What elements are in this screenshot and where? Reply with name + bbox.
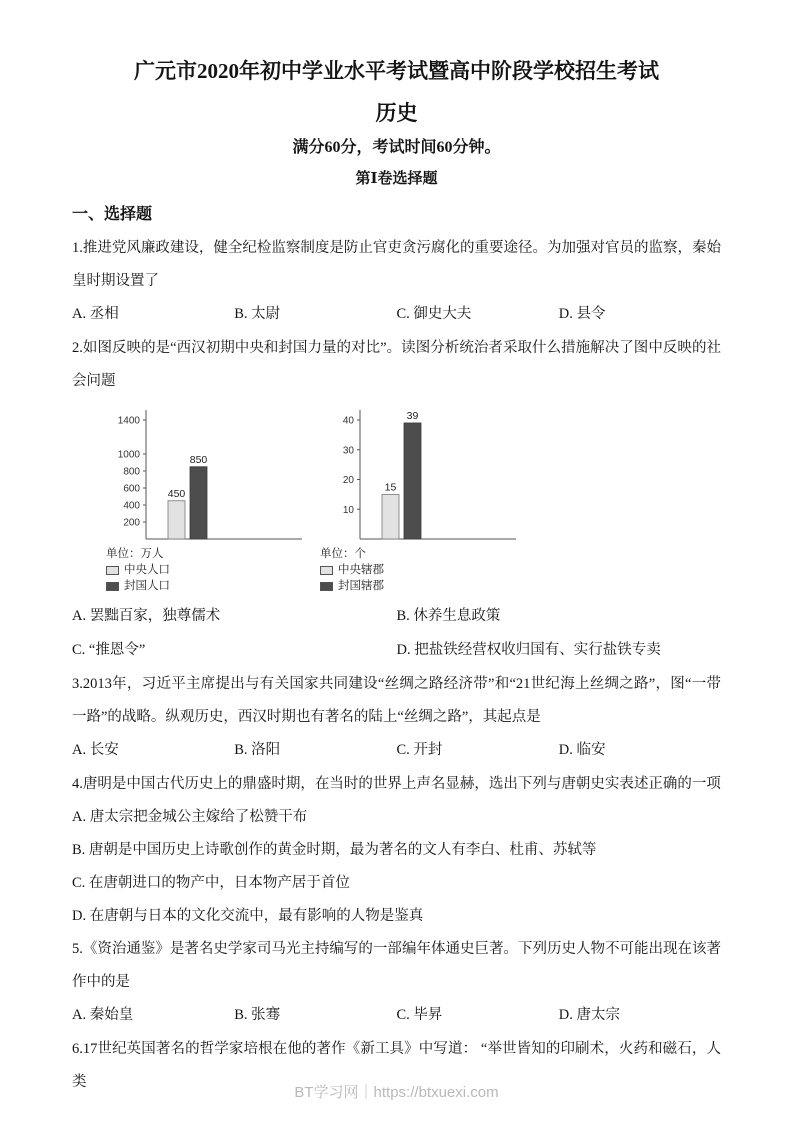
svg-text:40: 40 <box>342 415 354 427</box>
svg-text:10: 10 <box>342 504 354 516</box>
population-bar-chart-plot <box>106 404 306 544</box>
prefecture-bar-chart-plot <box>320 404 520 544</box>
option: D. 临安 <box>558 742 606 758</box>
question-2-stem: 2.如图反映的是“西汉初期中央和封国力量的对比”。读图分析统治者采取什么措施解决了图中反映的社会问题 <box>72 340 721 389</box>
svg-text:15: 15 <box>384 481 397 494</box>
watermark: BT学习网｜https://btxuexi.com <box>294 1084 499 1101</box>
legend-label: 封国人口 <box>124 580 170 592</box>
population-chart-legend <box>106 546 306 594</box>
option: B. 太尉 <box>234 306 281 322</box>
svg-text:850: 850 <box>189 453 208 466</box>
section-title: 一、选择题 <box>72 206 153 223</box>
option: C. 毕昇 <box>396 1007 443 1023</box>
question-1-options <box>72 298 721 331</box>
exam-subject: 历史 <box>375 101 418 125</box>
question-2-options-row-1 <box>72 600 721 633</box>
exam-info: 满分60分，考试时间60分钟。 <box>292 139 501 156</box>
svg-text:400: 400 <box>123 500 140 512</box>
option: B. 洛阳 <box>234 742 281 758</box>
question-4-stem: 4.唐明是中国古代历史上的鼎盛时期，在当时的世界上声名显赫，选出下列与唐朝史实表述正确的一项 <box>72 776 721 792</box>
option: C. 御史大夫 <box>396 306 472 322</box>
svg-text:800: 800 <box>123 466 140 478</box>
legend-swatch-central-population <box>106 566 119 575</box>
prefecture-bar-chart <box>320 404 520 594</box>
option: D. 县令 <box>558 306 606 322</box>
option: C. 在唐朝进口的物产中，日本物产居于首位 <box>72 875 350 891</box>
legend-swatch-feudal-population <box>106 582 119 591</box>
legend-label: 中央辖郡 <box>338 564 384 576</box>
legend-swatch-central-prefectures <box>320 566 333 575</box>
svg-text:450: 450 <box>167 487 186 500</box>
option: A. 长安 <box>72 742 119 758</box>
svg-text:600: 600 <box>123 483 140 495</box>
option: D. 把盐铁经营权收归国有、实行盐铁专卖 <box>396 642 661 658</box>
legend-swatch-feudal-prefectures <box>320 582 333 591</box>
option: A. 秦始皇 <box>72 1007 134 1023</box>
option: B. 张骞 <box>234 1007 281 1023</box>
option: C. “推恩令” <box>72 642 146 658</box>
option: A. 罢黜百家，独尊儒术 <box>72 608 221 624</box>
option: A. 唐太宗把金城公主嫁给了松赞干布 <box>72 809 308 825</box>
svg-text:30: 30 <box>342 445 354 457</box>
option: B. 唐朝是中国历史上诗歌创作的黄金时期，最为著名的文人有李白、杜甫、苏轼等 <box>72 842 597 858</box>
legend-item <box>320 578 520 594</box>
question-5-stem: 5.《资治通鉴》是著名史学家司马光主持编写的一部编年体通史巨著。下列历史人物不可能出现在该著作中的是 <box>72 941 721 990</box>
question-6-stem: 6.17世纪英国著名的哲学家培根在他的著作《新工具》中写道： “举世皆知的印刷术，火药和磁石，人类 <box>72 1041 721 1090</box>
svg-text:1000: 1000 <box>117 449 140 461</box>
legend-item <box>106 562 306 578</box>
legend-unit-label: 单位：个 <box>320 548 366 560</box>
option: A. 丞相 <box>72 306 119 322</box>
question-1-stem: 1.推进党风廉政建设，健全纪检监察制度是防止官吏贪污腐化的重要途径。为加强对官员的监察，秦始皇时期设置了 <box>72 240 721 289</box>
question-2-figure <box>106 404 721 594</box>
prefecture-chart-legend <box>320 546 520 594</box>
question-5-options <box>72 999 721 1032</box>
legend-unit-label: 单位：万人 <box>106 548 164 560</box>
legend-label: 中央人口 <box>124 564 170 576</box>
svg-text:39: 39 <box>406 409 419 422</box>
svg-text:20: 20 <box>342 475 354 486</box>
option: C. 开封 <box>396 742 443 758</box>
svg-text:200: 200 <box>123 517 140 529</box>
option: D. 唐太宗 <box>558 1007 620 1023</box>
part-title: 第Ⅰ卷选择题 <box>355 171 438 187</box>
option: B. 休养生息政策 <box>396 608 501 624</box>
question-3-options <box>72 734 721 767</box>
legend-label: 封国辖郡 <box>338 580 384 592</box>
legend-item <box>106 578 306 594</box>
exam-title: 广元市2020年初中学业水平考试暨高中阶段学校招生考试 <box>134 59 659 83</box>
question-3-stem: 3.2013年，习近平主席提出与有关国家共同建设“丝绸之路经济带”和“21世纪海上丝绸之路”，图“一带一路”的战略。纵观历史，西汉时期也有著名的陆上“丝绸之路”，其起点是 <box>72 676 721 725</box>
svg-text:1400: 1400 <box>117 415 140 427</box>
legend-item <box>320 562 520 578</box>
population-bar-chart <box>106 404 306 594</box>
question-2-options-row-2 <box>72 634 721 667</box>
option: D. 在唐朝与日本的文化交流中，最有影响的人物是鉴真 <box>72 908 424 924</box>
